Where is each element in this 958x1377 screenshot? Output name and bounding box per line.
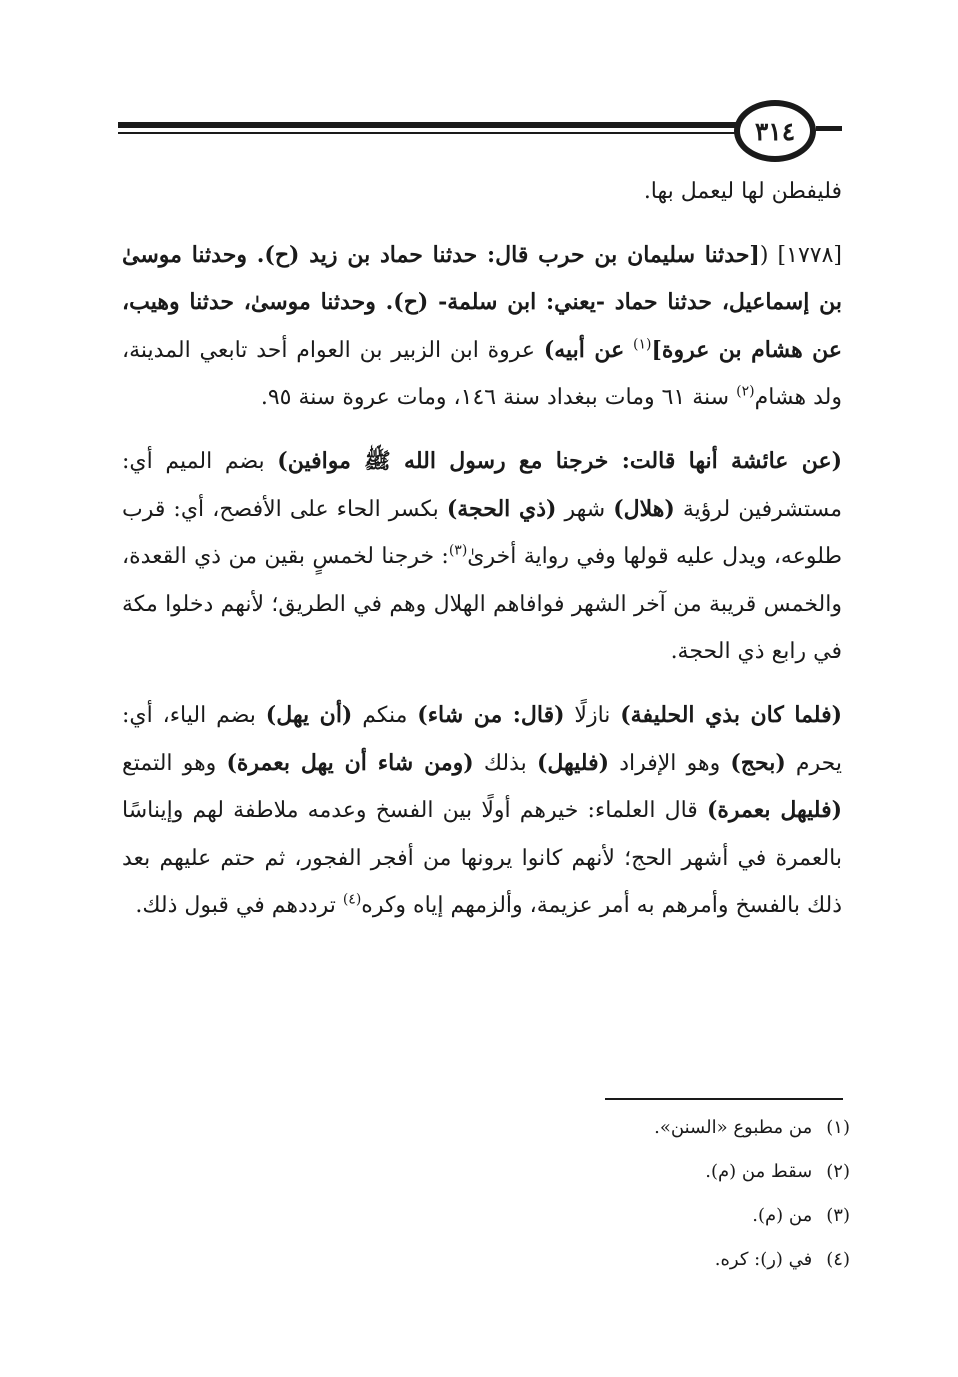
text-run: سنة ٦١ ومات ببغداد سنة ١٤٦، ومات عروة سنة ٩٥.: [260, 385, 737, 411]
footnote-number: (٣): [826, 1205, 850, 1226]
footnote-item: [130, 1238, 850, 1282]
bold-text: (فليهل): [536, 749, 610, 776]
footnote-number: (٤): [826, 1249, 850, 1270]
bold-text: (قال: من شاء): [417, 701, 565, 728]
bold-text: (هلال): [613, 495, 675, 522]
bold-text: (ومن شاء أن يهل بعمرة): [226, 749, 474, 776]
text-run: فليفطن لها ليعمل بها.: [643, 179, 842, 204]
page-number-badge: [734, 100, 816, 162]
text-run: شهر: [556, 496, 614, 522]
footnote-text: سقط من (م).: [705, 1161, 813, 1182]
text-run: بضم الميم أي: مستشرفين لرؤية: [122, 448, 842, 522]
bold-text: [حدثنا سليمان بن حرب قال: حدثنا حماد بن زيد (ح). وحدثنا موسىٰ بن إسماعيل، حدثنا حماد -يعني: ابن سلمة- (ح). وحدثنا موسىٰ، حدثنا وهيب، عن هشام بن عروة]: [122, 241, 842, 363]
header-rule-tail: [816, 126, 842, 131]
page-number: ٣١٤: [754, 116, 796, 146]
paragraph: [122, 168, 842, 216]
footnotes: [130, 1106, 850, 1282]
header-rule-thick: [118, 122, 736, 128]
paragraph: [122, 438, 842, 676]
text-run: بكسر الحاء على الأفصح، أي: قرب طلوعه، ويدل عليه قولها وفي رواية أخرىٰ: [122, 496, 842, 570]
bold-text: (فليهل بعمرة): [706, 797, 842, 824]
footnote-number: (٢): [826, 1161, 850, 1182]
text-run: منكم: [352, 702, 418, 728]
footnote-text: من مطبوع «السنن».: [654, 1117, 813, 1138]
text-run: : خرجنا لخمسٍ بقين من ذي القعدة، والخمس قريبة من آخر الشهر فوافاهم الهلال وهم في الطريق؛ لأنهم دخلوا مكة في رابع ذي الحجة.: [122, 544, 842, 665]
footnote-text: من (م).: [752, 1205, 813, 1226]
bold-text: (أن يهل): [265, 701, 353, 728]
footnote-divider: [605, 1098, 843, 1100]
text-run: [١٧٧٨] (: [759, 242, 842, 268]
bold-text: عن أبيه): [543, 336, 625, 363]
text-run: عروة ابن الزبير بن العوام أحد تابعي المدينة، ولد هشام: [122, 337, 842, 411]
footnote-ref: (٣): [448, 542, 468, 559]
text-run: وهو التمتع: [122, 750, 227, 776]
footnote-item: [130, 1106, 850, 1150]
text-run: قال العلماء: خيرهم أولًا بين الفسخ وعدمه ملاطفة لهم وإيناسًا بالعمرة في أشهر الحج؛ لأنهم كانوا يرونها من أفجر الفجور، ثم حتم عليهم بعد ذلك بالفسخ وأمرهم به أمر عزيمة، وألزمهم إياه وكره: [122, 798, 842, 919]
paragraph: [122, 692, 842, 930]
text-run: وهو الإفراد: [609, 750, 731, 776]
bold-text: (فلما كان بذي الحليفة): [620, 701, 842, 728]
footnote-item: [130, 1194, 850, 1238]
page-header: [0, 100, 958, 172]
footnote-ref: (٢): [736, 384, 755, 401]
footnote-ref: (١): [633, 336, 652, 353]
footnote-item: [130, 1150, 850, 1194]
main-text: [122, 168, 842, 930]
footnote-ref: (٤): [342, 891, 362, 908]
bold-text: (بحج): [730, 749, 786, 776]
paragraph: [122, 232, 842, 422]
text-run: نازلًا: [564, 702, 621, 728]
header-rule-thin: [118, 132, 736, 134]
text-run: ترددهم في قبول ذلك.: [135, 893, 343, 919]
footnote-text: في (ر): كره.: [714, 1249, 813, 1270]
text-run: بضم الياء، أي: يحرم: [122, 702, 843, 776]
footnote-number: (١): [826, 1117, 850, 1138]
text-run: بذلك: [473, 750, 537, 776]
text-run: [624, 338, 633, 363]
bold-text: (عن عائشة أنها قالت: خرجنا مع رسول الله ﷺ موافين): [277, 447, 842, 474]
bold-text: (ذي الحجة): [446, 495, 557, 522]
